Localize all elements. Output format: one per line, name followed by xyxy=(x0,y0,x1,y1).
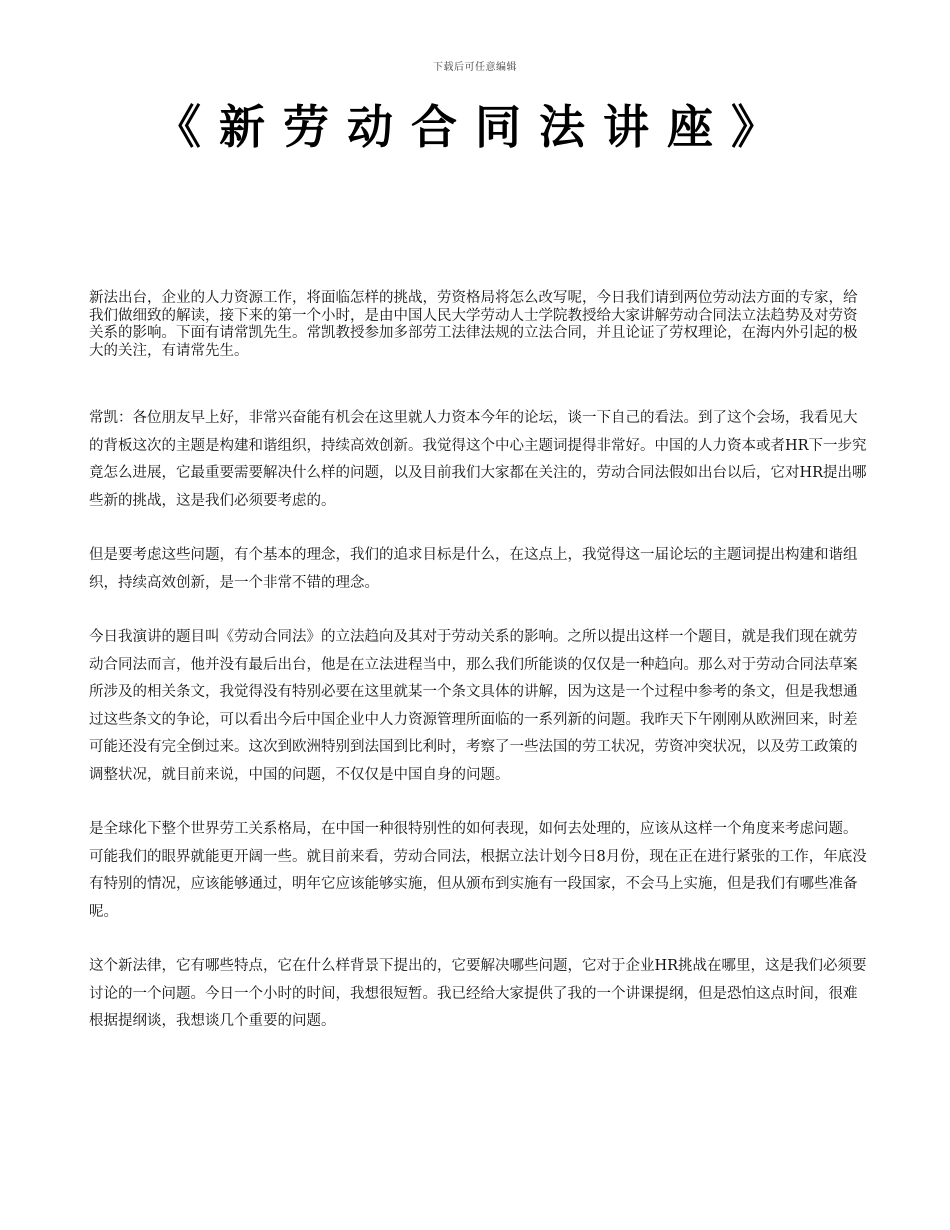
body-paragraph-1: 常凯：各位朋友早上好，非常兴奋能有机会在这里就人力资本今年的论坛，谈一下自己的看法。到了这个会场，我看见大的背板这次的主题是构建和谐组织，持续高效创新。我觉得这个中心主题词提得非常好。中国的人力资本或者HR下一步究竟怎么进展，它最重要需要解决什么样的问题，以及目前我们大家都在关注的，劳动合同法假如出台以后，它对HR提出哪些新的挑战，这是我们必须要考虑的。 xyxy=(89,410,867,509)
body-paragraph-2: 但是要考虑这些问题，有个基本的理念，我们的追求目标是什么，在这点上，我觉得这一届论坛的主题词提出构建和谐组织，持续高效创新，是一个非常不错的理念。 xyxy=(89,547,858,591)
header-note: 下载后可任意编辑 xyxy=(433,62,517,73)
document-title: 《新劳动合同法讲座》 xyxy=(155,100,795,154)
body-paragraph-3: 今日我演讲的题目叫《劳动合同法》的立法趋向及其对于劳动关系的影响。之所以提出这样一个题目，就是我们现在就劳动合同法而言，他并没有最后出台，他是在立法进程当中，那么我们所能谈的仅仅是一种趋向。那么对于劳动合同法草案所涉及的相关条文，我觉得没有特别必要在这里就某一个条文具体的讲解，因为这是一个过程中参考的条文，但是我想通过这些条文的争论，可以看出今后中国企业中人力资源管理所面临的一系列新的问题。我昨天下午刚刚从欧洲回来，时差可能还没有完全倒过来。这次到欧洲特别到法国到比利时，考察了一些法国的劳工状况，劳资冲突状况，以及劳工政策的调整状况，就目前来说，中国的问题，不仅仅是中国自身的问题。 xyxy=(89,629,858,783)
body-paragraph-4: 是全球化下整个世界劳工关系格局，在中国一种很特别性的如何表现，如何去处理的，应该从这样一个角度来考虑问题。可能我们的眼界就能更开阔一些。就目前来看，劳动合同法，根据立法计划今日8月份，现在正在进行紧张的工作，年底没有特别的情况，应该能够通过，明年它应该能够实施，但从颁布到实施有一段国家，不会马上实施，但是我们有哪些准备呢。 xyxy=(89,821,867,920)
intro-paragraph: 新法出台，企业的人力资源工作，将面临怎样的挑战，劳资格局将怎么改写呢，今日我们请到两位劳动法方面的专家，给我们做细致的解读，接下来的第一个小时，是由中国人民大学劳动人士学院教授给大家讲解劳动合同法立法趋势及对劳资关系的影响。下面有请常凯先生。常凯教授参加多部劳工法律法规的立法合同，并且论证了劳权理论，在海内外引起的极大的关注，有请常先生。 xyxy=(89,290,858,359)
document-body xyxy=(89,290,871,1063)
body-paragraph-5: 这个新法律，它有哪些特点，它在什么样背景下提出的，它要解决哪些问题，它对于企业HR挑战在哪里，这是我们必须要讨论的一个问题。今日一个小时的时间，我想很短暂。我已经给大家提供了我的一个讲课提纲，但是恐怕这点时间，很难根据提纲谈，我想谈几个重要的问题。 xyxy=(89,958,867,1029)
